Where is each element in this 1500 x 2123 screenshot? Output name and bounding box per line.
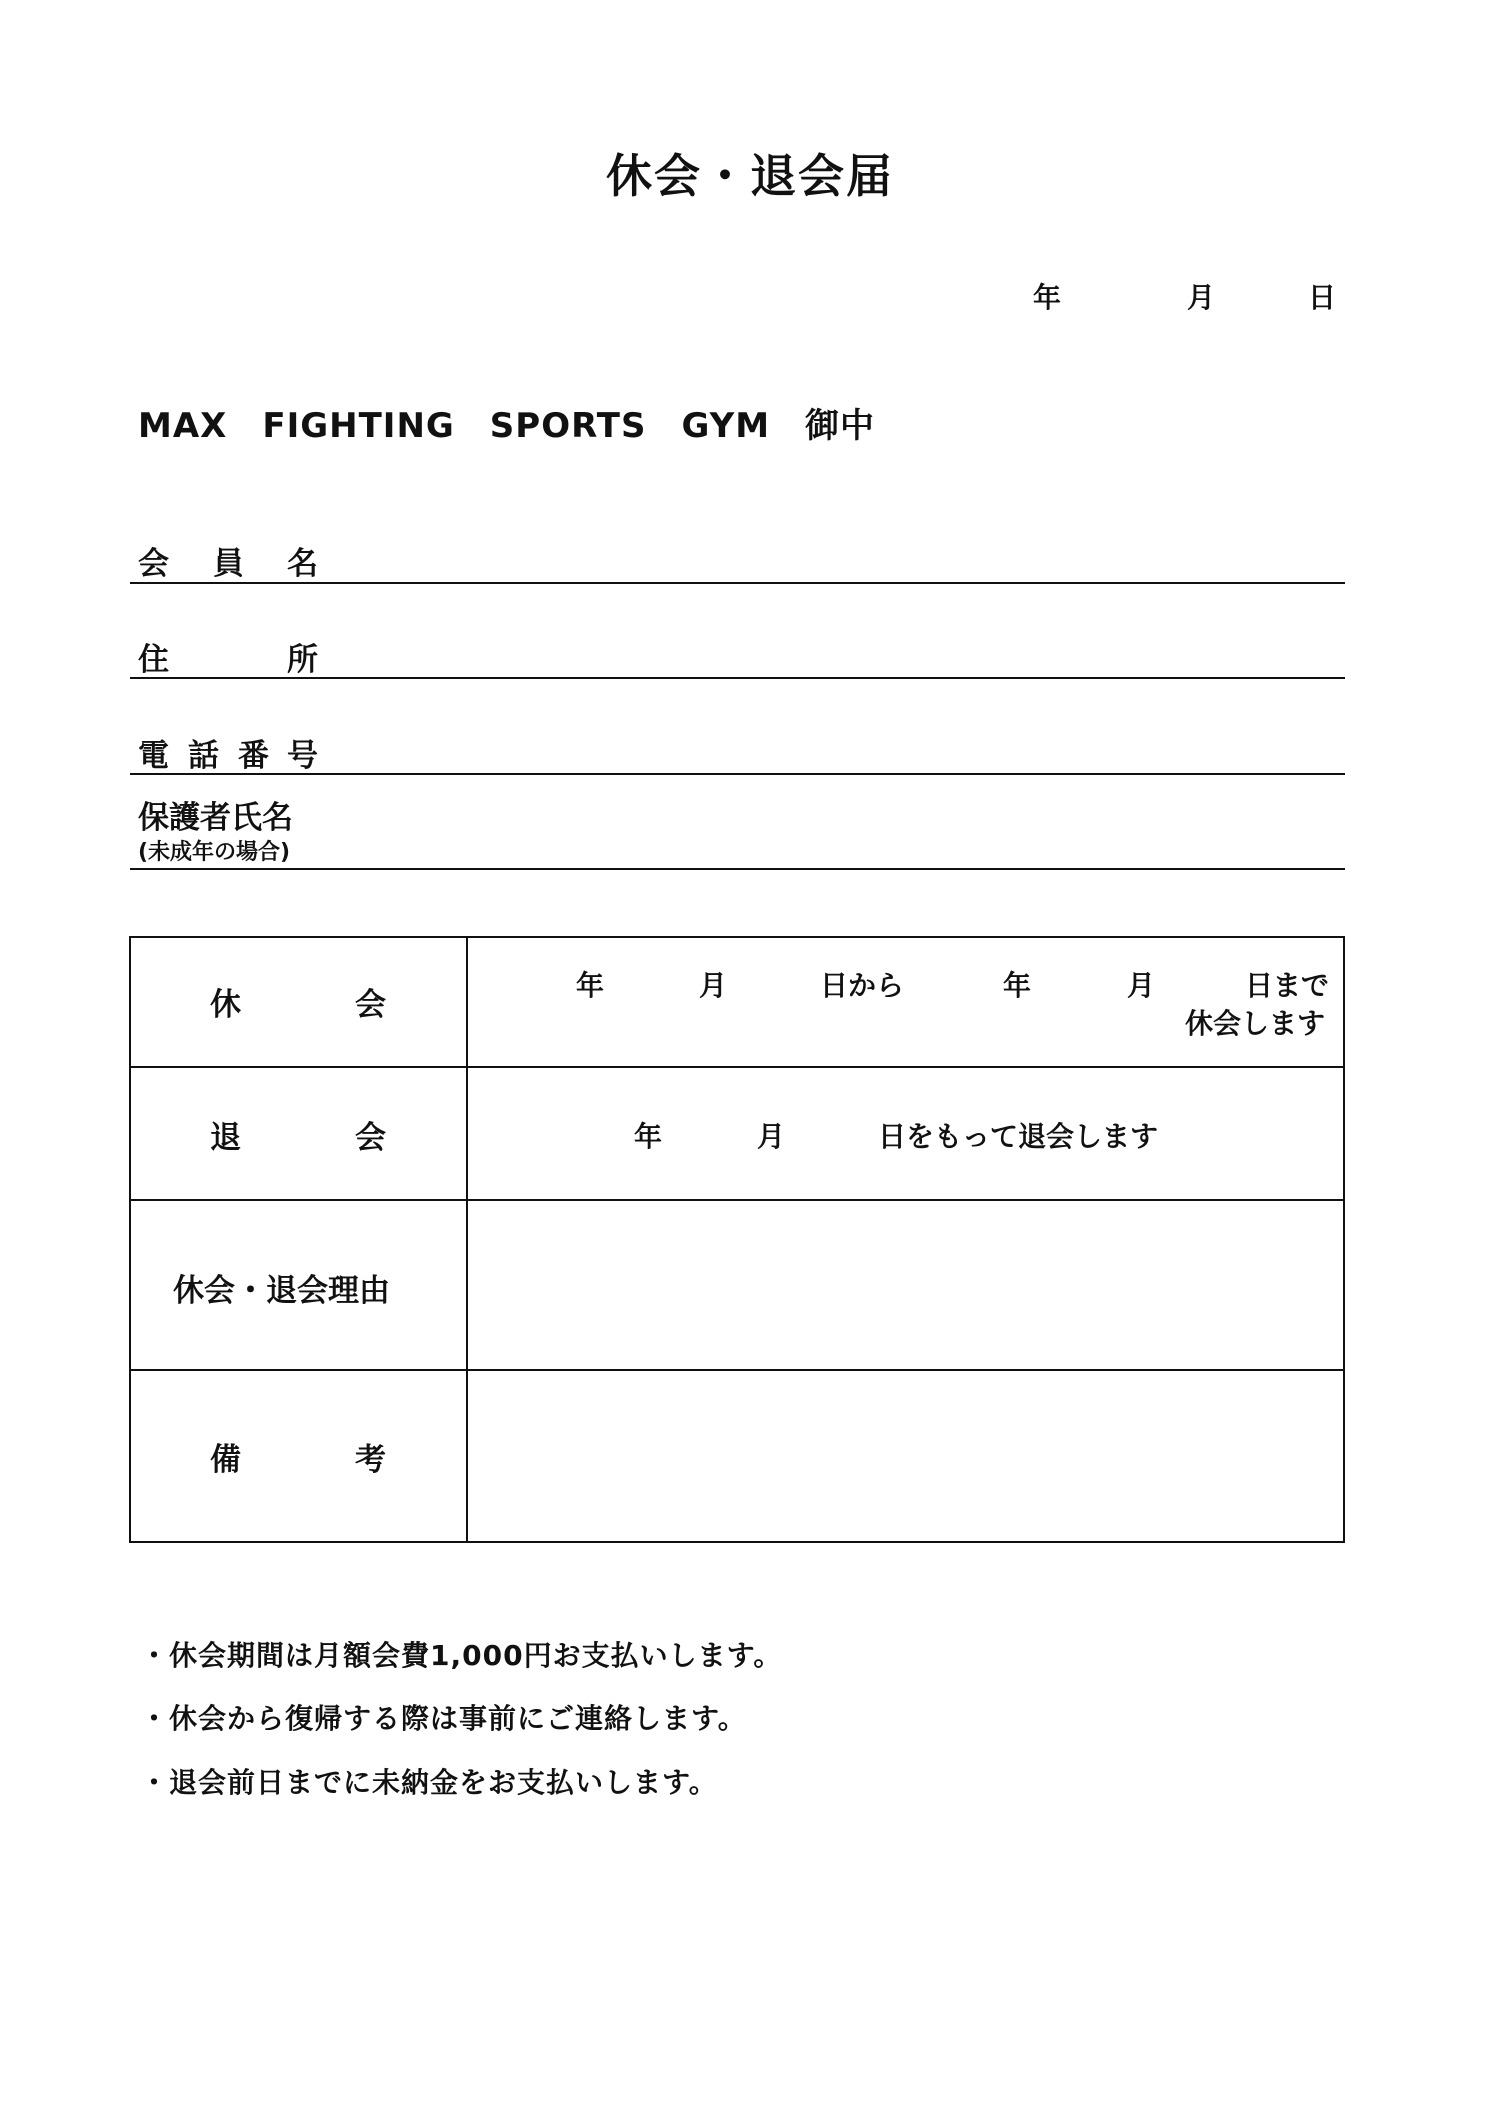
reason-label: 休会・退会理由 bbox=[173, 1273, 390, 1309]
note-item: ・休会期間は月額会費1,000円お支払いします。 bbox=[140, 1639, 783, 1672]
suspend-end-year: 年 bbox=[1003, 969, 1032, 1002]
reason-field[interactable] bbox=[468, 1201, 1343, 1369]
withdraw-statement: 日をもって退会します bbox=[878, 1120, 1159, 1153]
guardian-field[interactable] bbox=[130, 868, 1345, 870]
date-day-label: 日 bbox=[1308, 281, 1337, 314]
member-name-field[interactable] bbox=[130, 582, 1345, 584]
suspend-start-year: 年 bbox=[576, 969, 605, 1002]
note-item: ・休会から復帰する際は事前にご連絡します。 bbox=[140, 1702, 747, 1735]
suspend-end-month: 月 bbox=[1127, 969, 1156, 1002]
recipient: MAX FIGHTING SPORTS GYM 御中 bbox=[138, 406, 876, 446]
guardian-label: 保護者氏名 bbox=[138, 800, 293, 836]
withdraw-year: 年 bbox=[634, 1120, 663, 1153]
guardian-note: (未成年の場合) bbox=[138, 840, 291, 865]
remarks-label-1: 備 bbox=[210, 1442, 241, 1478]
form-title: 休会・退会届 bbox=[606, 149, 894, 203]
phone-label-3: 番 bbox=[238, 738, 269, 774]
withdraw-label-2: 会 bbox=[355, 1120, 386, 1156]
date-year-label: 年 bbox=[1033, 281, 1062, 314]
suspend-start-month: 月 bbox=[699, 969, 728, 1002]
suspend-period-field[interactable] bbox=[468, 938, 1343, 1066]
phone-label-2: 話 bbox=[188, 738, 219, 774]
withdraw-label-1: 退 bbox=[210, 1120, 241, 1156]
suspend-start-day: 日から bbox=[820, 969, 905, 1002]
member-name-label-2: 員 bbox=[213, 546, 244, 582]
suspend-label-1: 休 bbox=[210, 987, 241, 1023]
suspend-label-2: 会 bbox=[355, 987, 386, 1023]
withdraw-date-field[interactable] bbox=[468, 1068, 1343, 1199]
remarks-label-2: 考 bbox=[355, 1442, 386, 1478]
address-label-2: 所 bbox=[287, 642, 318, 678]
member-name-label-3: 名 bbox=[287, 546, 318, 582]
phone-field[interactable] bbox=[130, 773, 1345, 775]
withdraw-month: 月 bbox=[757, 1120, 786, 1153]
date-month-label: 月 bbox=[1187, 281, 1216, 314]
suspend-statement: 休会します bbox=[1185, 1007, 1326, 1040]
phone-label-1: 電 bbox=[138, 738, 169, 774]
note-item: ・退会前日までに未納金をお支払いします。 bbox=[140, 1766, 718, 1799]
address-label-1: 住 bbox=[138, 642, 169, 678]
member-name-label-1: 会 bbox=[138, 546, 169, 582]
phone-label-4: 号 bbox=[287, 738, 318, 774]
address-field[interactable] bbox=[130, 677, 1345, 679]
suspend-end-day: 日まで bbox=[1245, 969, 1330, 1002]
remarks-field[interactable] bbox=[468, 1371, 1343, 1541]
